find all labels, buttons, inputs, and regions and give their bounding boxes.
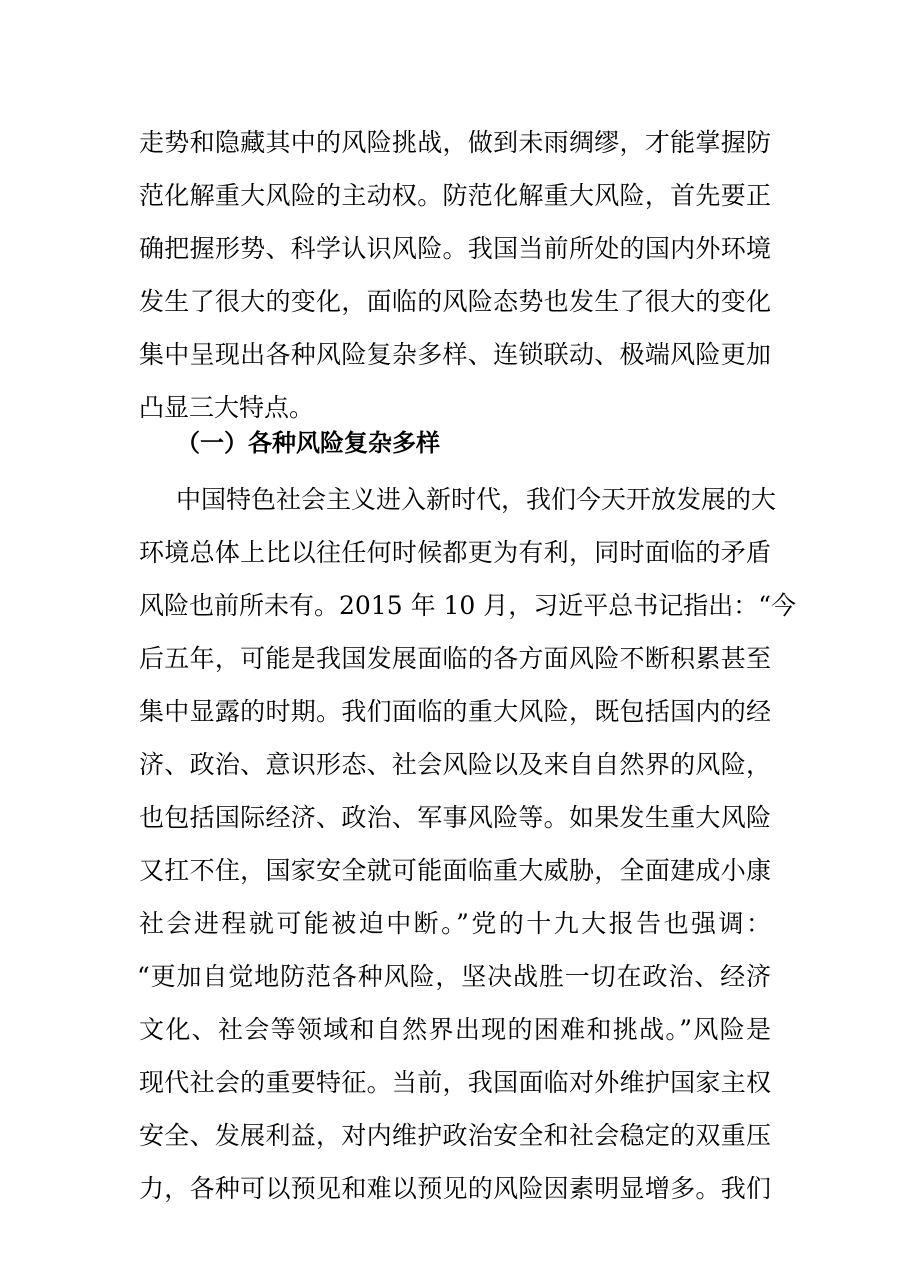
paragraph-2-line-4: 后五年，可能是我国发展面临的各方面风险不断积累甚至 xyxy=(139,644,771,673)
paragraph-1-line-2: 范化解重大风险的主动权。防范化解重大风险，首先要正 xyxy=(139,181,771,210)
paragraph-2-line-12: 现代社会的重要特征。当前，我国面临对外维护国家主权 xyxy=(139,1068,771,1097)
paragraph-1-line-1: 走势和隐藏其中的风险挑战，做到未雨绸缪，才能掌握防 xyxy=(139,128,771,157)
paragraph-2-line-9: 社会进程就可能被迫中断。”党的十九大报告也强调： xyxy=(139,909,771,938)
paragraph-1-line-3: 确把握形势、科学认识风险。我国当前所处的国内外环境 xyxy=(139,234,771,263)
paragraph-2-line-13: 安全、发展利益，对内维护政治安全和社会稳定的双重压 xyxy=(139,1121,771,1150)
paragraph-2-line-11: 文化、社会等领域和自然界出现的困难和挑战。”风险是 xyxy=(139,1015,771,1044)
paragraph-2-line-10: “更加自觉地防范各种风险，坚决战胜一切在政治、经济 xyxy=(137,962,771,991)
paragraph-2-line-8: 又扛不住，国家安全就可能面临重大威胁，全面建成小康 xyxy=(139,856,771,885)
paragraph-1-line-6: 凸显三大特点。 xyxy=(139,393,315,422)
paragraph-2-line-14: 力，各种可以预见和难以预见的风险因素明显增多。我们 xyxy=(139,1174,771,1203)
paragraph-2-line-1: 中国特色社会主义进入新时代，我们今天开放发展的大 xyxy=(176,485,777,514)
section-heading: （一）各种风险复杂多样 xyxy=(176,429,440,457)
paragraph-1-line-5: 集中呈现出各种风险复杂多样、连锁联动、极端风险更加 xyxy=(139,340,771,369)
paragraph-2-line-7: 也包括国际经济、政治、军事风险等。如果发生重大风险 xyxy=(139,803,771,832)
paragraph-2-line-5: 集中显露的时期。我们面临的重大风险，既包括国内的经 xyxy=(139,697,771,726)
paragraph-2-line-2: 环境总体上比以往任何时候都更为有利，同时面临的矛盾 xyxy=(139,538,771,567)
paragraph-2-line-6: 济、政治、意识形态、社会风险以及来自自然界的风险， xyxy=(139,750,771,779)
paragraph-1-line-4: 发生了很大的变化，面临的风险态势也发生了很大的变化 xyxy=(139,287,771,316)
paragraph-2-line-3: 风险也前所未有。2015 年 10 月，习近平总书记指出：“今 xyxy=(139,591,797,620)
